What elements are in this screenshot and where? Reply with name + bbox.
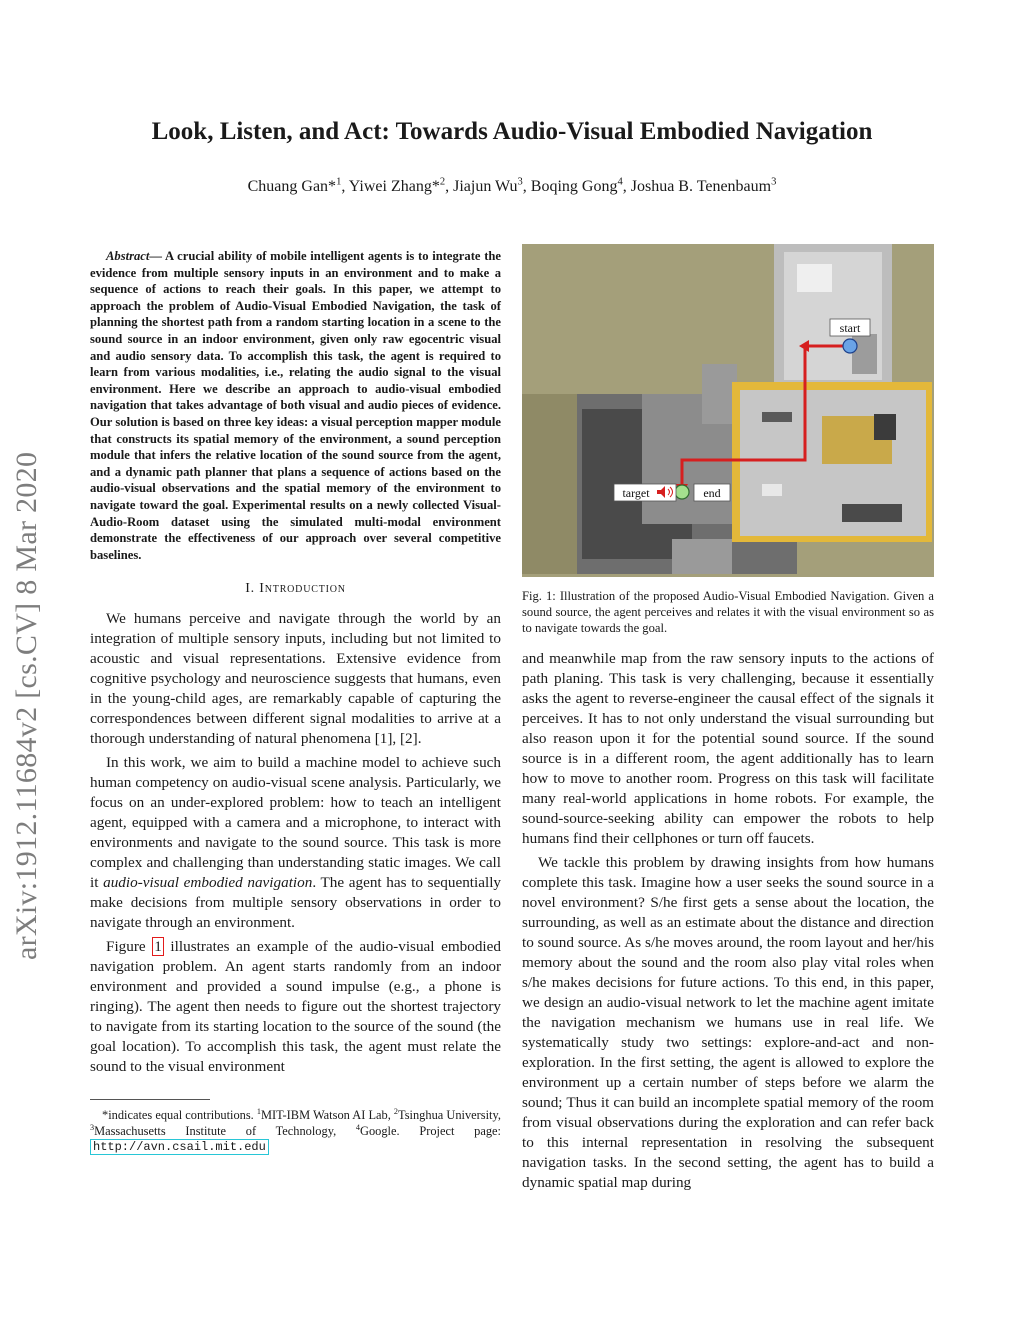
footnote-divider (90, 1099, 210, 1100)
text-run: . The agent has to sequentially make decisions from multiple sensory observations in order to navigate through an environment. (90, 874, 502, 932)
text-run: *indicates equal contributions. (102, 1108, 257, 1123)
author-list: Chuang Gan*$^1$, Yiwei Zhang*$^2$, Jiajun Wu$^3$, Boqing Gong$^4$, Joshua B. Tenenbaum$^3$ (247, 176, 777, 195)
project-page-link[interactable]: http://avn.csail.mit.edu (90, 1139, 269, 1155)
text-run: In this work, we aim to build a machine model to achieve such human competency on audio-visual scene analysis. Particularly, we focus on an under-explored problem: how to teach an intelligent agent, equipped with a camera and a microphone, to interact with environments and navigate to the sound source. This task is more complex and challenging than understanding static images. We call it (90, 754, 501, 892)
author-name: Chuang Gan* (247, 178, 337, 195)
author-name: Boqing Gong (530, 178, 618, 195)
text-run: illustrates an example of the audio-visual embodied navigation problem. An agent starts randomly from an indoor environment and provided a sound impulse (e.g., a phone is ringing). The agent then needs to figure out the shortest trajectory to navigate from its starting location to the source of the sound (the goal location). To accomplish this task, the agent must relate the sound to the visual environment (90, 938, 501, 1076)
intro-paragraph: We humans perceive and navigate through the world by an integration of multiple sensory inputs, including but not limited to acoustic and visual representations. Extensive evidence from cognitive psychology and neuroscience suggests that humans, even in the young-child ages, are remarkably capable of capturing the correspondences between different signal modalities to arrive at a thorough understanding of natural phenomena [1], [2]. (90, 610, 501, 748)
arxiv-identifier: arXiv:1912.11684v2 [cs.CV] 8 Mar 2020 (10, 451, 43, 960)
body-paragraph: We tackle this problem by drawing insights from how humans complete this task. Imagine how a user seeks the sound source in a novel environment? S/he first gets a sense about the location, the surrounding, as well as an estimate about the distance and direction to sound source. As s/he moves around, the room layout and her/his memory about the sound and the room also play vital roles when s/he makes decisions for future actions. To this end, in this paper, we design an audio-visual network to let the machine agent imitate the navigation mechanism we humans use in real life. We systematically study two settings: explore-and-act and non-exploration. In the first setting, the agent is allowed to explore the environment up a certain number of steps before we alarm the sound; Thus it can build an incomplete spatial memory of the room from visual observations during the exploration and can refer back to this internal representation in resolving the subsequent navigation tasks. In the second setting, the agent has to build a dynamic spatial map during (522, 854, 934, 1191)
section-heading (90, 579, 501, 599)
abstract (90, 248, 501, 563)
footnote: *indicates equal contributions. $^1$MIT-IBM Watson AI Lab, $^2$Tsinghua University, $^3$Massachusetts Institute of Technology, $^4$Google. Project page: http://avn.csail.mit.edu (90, 1107, 501, 1155)
abstract-text: — A crucial ability of mobile intelligent agents is to integrate the evidence from multiple sensory inputs in an environment and to make a sequence of actions to reach their goals. In this paper, we attempt to approach the problem of Audio-Visual Embodied Navigation, the task of planning the shortest path from a random starting location in a scene to the sound source in an indoor environment, given only raw egocentric visual and audio sensory data. To accomplish this task, the agent is required to learn from various modalities, i.e., relating the audio signal to the visual environment. Here we describe an approach to audio-visual embodied navigation that takes advantage of both visual and audio pieces of evidence. Our solution is based on three key ideas: a visual perception mapper module that constructs its spatial memory of the environment, a sound perception module that infers the relative location of the sound source from the agent, and a dynamic path planner that plans a sequence of actions based on the audio-visual observations and the spatial memory of the environment to navigate toward the goal. Experimental results on a newly collected Visual-Audio-Room dataset using the simulated multi-modal environment demonstrate the effectiveness of our approach over several competitive baselines. (90, 249, 501, 562)
body-paragraph: and meanwhile map from the raw sensory inputs to the actions of path planing. This task is very challenging, because it essentially asks the agent to reverse-engineer the causal effect of the signals it perceives. It has to not only understand the visual surrounding but also reason upon it for the potential sound source. If the sound source is in a different room, the agent additionally has to learn how to move to another room. Progress on this task will facilitate many real-world applications in home robots. For example, the sound-source-seeking ability can empower the robots to help humans find their cellphones or turn off faucets. (522, 650, 934, 847)
text-run: Tsinghua University, (398, 1108, 501, 1123)
intro-paragraph (90, 937, 501, 1077)
text-run: MIT-IBM Watson AI Lab, (260, 1108, 394, 1123)
end-marker (675, 485, 689, 499)
text-run: Massachusetts Institute of Technology, (94, 1123, 356, 1138)
floorplan-illustration (522, 244, 934, 577)
intro-paragraph (90, 753, 501, 933)
text-run: Google. Project page: (360, 1123, 501, 1138)
author-affiliation: 3 (517, 176, 523, 188)
section-number: I. (245, 581, 255, 597)
section-title: Introduction (259, 581, 346, 597)
start-marker (843, 339, 857, 353)
author-name: Jiajun Wu (453, 178, 518, 195)
author-affiliation: 3 (771, 176, 777, 188)
target-label (614, 484, 676, 501)
left-column (90, 248, 501, 1156)
paper-title: Look, Listen, and Act: Towards Audio-Visual Embodied Navigation (151, 118, 873, 145)
text-run: Figure (106, 938, 153, 956)
author-affiliation: 1 (336, 176, 342, 188)
right-column (522, 649, 934, 1197)
svg-text:target: target (622, 486, 650, 500)
figure-reference-link[interactable]: 1 (154, 938, 162, 956)
svg-text:start: start (839, 321, 861, 335)
figure-1-floorplan (522, 244, 934, 577)
author-name: Yiwei Zhang* (348, 178, 440, 195)
end-label (694, 484, 730, 501)
abstract-label: Abstract (106, 249, 150, 263)
figure-caption: Fig. 1: Illustration of the proposed Audio-Visual Embodied Navigation. Given a sound source, the agent perceives and relates it with the visual environment so as to navigate towards the goal. (522, 589, 934, 635)
author-affiliation: 4 (617, 176, 623, 188)
emphasis-term: audio-visual embodied navigation (103, 874, 313, 892)
author-affiliation: 2 (439, 176, 446, 188)
start-label (830, 319, 870, 336)
author-name: Joshua B. Tenenbaum (630, 178, 772, 195)
svg-text:end: end (703, 486, 721, 500)
